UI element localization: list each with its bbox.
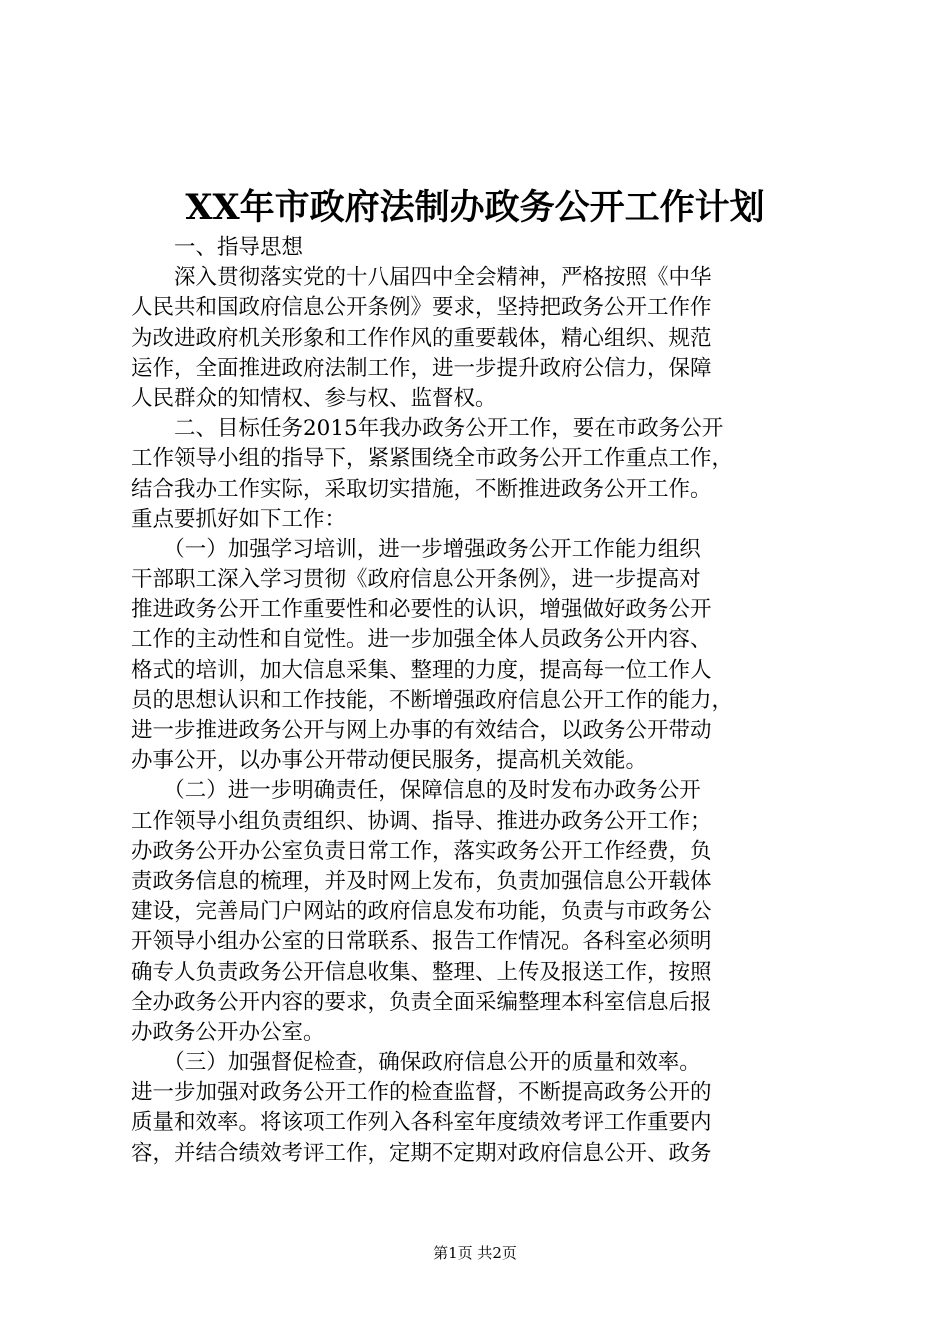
- body-line: 推进政务公开工作重要性和必要性的认识，增强做好政务公开: [131, 597, 712, 623]
- body-line: 容，并结合绩效考评工作，定期不定期对政府信息公开、政务: [131, 1140, 712, 1166]
- body-line: （一）加强学习培训，进一步增强政务公开工作能力组织: [131, 536, 701, 562]
- body-line: 开领导小组办公室的日常联系、报告工作情况。各科室必须明: [131, 929, 712, 955]
- page-footer: 第1页 共2页: [433, 1244, 517, 1262]
- body-line: 质量和效率。将该项工作列入各科室年度绩效考评工作重要内: [131, 1110, 712, 1136]
- body-line: 办政务公开办公室。: [131, 1019, 325, 1045]
- body-line: 全办政务公开内容的要求，负责全面采编整理本科室信息后报: [131, 989, 712, 1015]
- document-body: [131, 233, 831, 1169]
- body-line: 干部职工深入学习贯彻《政府信息公开条例》，进一步提高对: [131, 567, 701, 593]
- body-line: （二）进一步明确责任，保障信息的及时发布办政务公开: [131, 778, 701, 804]
- body-line: 人民群众的知情权、参与权、监督权。: [131, 385, 497, 411]
- body-line: 结合我办工作实际，采取切实措施，不断推进政务公开工作。: [131, 476, 712, 502]
- body-line: 办政务公开办公室负责日常工作，落实政务公开工作经费，负: [131, 838, 712, 864]
- body-line: 深入贯彻落实党的十八届四中全会精神，严格按照《中华: [131, 265, 712, 291]
- body-line: 工作的主动性和自觉性。进一步加强全体人员政务公开内容、: [131, 627, 712, 653]
- body-line: 二、目标任务2015年我办政务公开工作，要在市政务公开: [131, 416, 724, 442]
- body-line: 人民共和国政府信息公开条例》要求，坚持把政务公开工作作: [131, 295, 712, 321]
- body-line: 格式的培训，加大信息采集、整理的力度，提高每一位工作人: [131, 657, 712, 683]
- document-title: XX年市政府法制办政务公开工作计划: [185, 187, 765, 228]
- body-line: 办事公开，以办事公开带动便民服务，提高机关效能。: [131, 748, 648, 774]
- body-line: 一、指导思想: [131, 235, 304, 260]
- body-line: 运作，全面推进政府法制工作，进一步提升政府公信力，保障: [131, 355, 712, 381]
- body-line: 进一步加强对政务公开工作的检查监督，不断提高政务公开的: [131, 1080, 712, 1106]
- body-line: 重点要抓好如下工作：: [131, 506, 347, 532]
- body-line: （三）加强督促检查，确保政府信息公开的质量和效率。: [131, 1050, 701, 1076]
- body-line: 责政务信息的梳理，并及时网上发布，负责加强信息公开载体: [131, 868, 712, 894]
- body-line: 建设，完善局门户网站的政府信息发布功能，负责与市政务公: [131, 899, 712, 925]
- body-line: 工作领导小组负责组织、协调、指导、推进办政务公开工作；: [131, 808, 712, 834]
- body-line: 员的思想认识和工作技能，不断增强政府信息公开工作的能力，: [131, 687, 734, 713]
- body-line: 确专人负责政务公开信息收集、整理、上传及报送工作，按照: [131, 959, 712, 985]
- body-line: 进一步推进政务公开与网上办事的有效结合，以政务公开带动: [131, 718, 712, 743]
- body-line: 工作领导小组的指导下，紧紧围绕全市政务公开工作重点工作，: [131, 446, 734, 472]
- body-line: 为改进政府机关形象和工作作风的重要载体，精心组织、规范: [131, 325, 712, 351]
